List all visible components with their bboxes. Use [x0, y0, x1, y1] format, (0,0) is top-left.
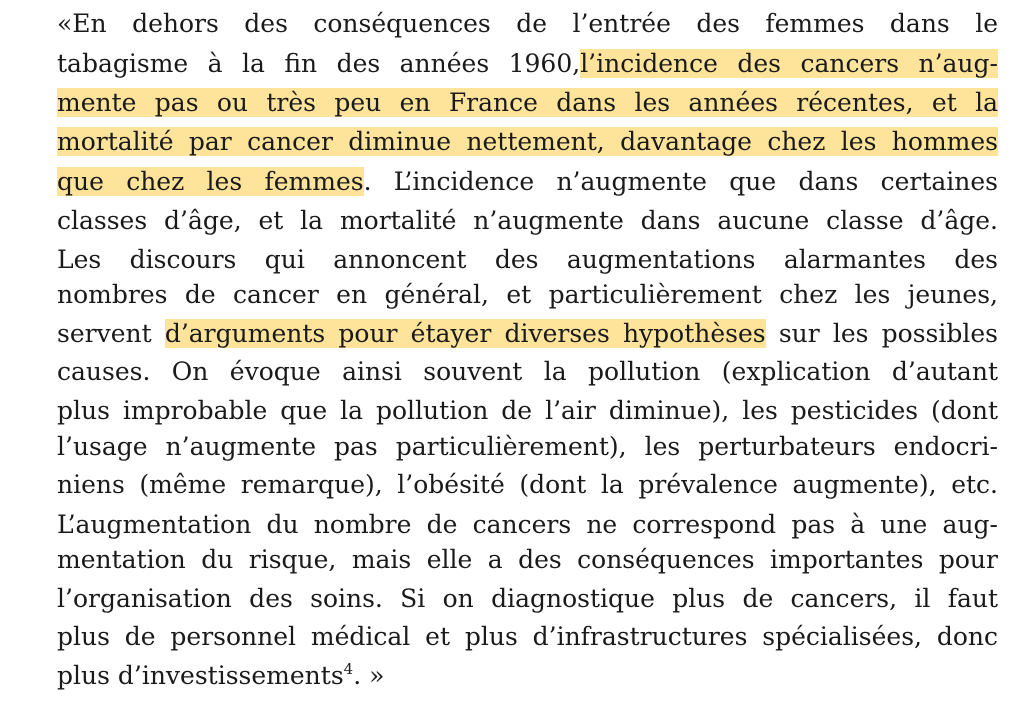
line-text: servent [57, 319, 165, 348]
line-text: classes d’âge, et la mortalité n’augmente dans aucune classe d’âge. [57, 206, 998, 235]
quote-line [57, 241, 998, 279]
line-text: Les discours qui annoncent des augmentations alarmantes des [57, 245, 998, 274]
line-text: . L’incidence n’augmente que dans certaines [363, 167, 998, 196]
line-text: niens (même remarque), l’obésité (dont la prévalence augmente), etc. [57, 470, 998, 499]
quote-line [57, 123, 998, 161]
highlighted-text: que chez les femmes [57, 167, 364, 196]
line-text: «En dehors des conséquences de l’entrée des femmes dans le [57, 9, 998, 38]
line-text: plus de personnel médical et plus d’infrastructures spécialisées, donc [57, 622, 998, 651]
quote-line [57, 657, 998, 695]
line-text: l’usage n’augmente pas particulièrement), les perturbateurs endocri- [57, 432, 998, 461]
quote-line [57, 315, 998, 353]
quote-line [57, 466, 998, 504]
quote-line [57, 392, 998, 430]
line-text: . » [353, 661, 385, 690]
quote-line [57, 84, 998, 122]
highlighted-text: mente pas ou très peu en France dans les années récentes, et la [57, 88, 998, 117]
line-text: nombres de cancer en général, et particulièrement chez les jeunes, [57, 280, 998, 309]
quote-line [57, 580, 998, 618]
highlighted-text: d’arguments pour étayer diverses hypothèses [164, 319, 766, 348]
highlighted-text: mortalité par cancer diminue nettement, davantage chez les hommes [57, 127, 998, 156]
quote-line [57, 506, 998, 544]
quote-line [57, 5, 998, 43]
quote-line [57, 618, 998, 656]
quote-line [57, 353, 998, 391]
line-text: plus improbable que la pollution de l’air diminue), les pesticides (dont [57, 396, 998, 425]
quote-line [57, 202, 998, 240]
line-text: sur les possibles [765, 319, 998, 348]
line-text: plus d’investissements [57, 661, 344, 690]
quote-line [57, 541, 998, 579]
quote-line [57, 163, 998, 201]
highlighted-text: l’incidence des cancers n’aug- [580, 49, 998, 78]
line-text: mentation du risque, mais elle a des conséquences importantes pour [57, 545, 998, 574]
line-text: L’augmentation du nombre de cancers ne correspond pas à une aug- [57, 510, 998, 539]
line-text: l’organisation des soins. Si on diagnostique plus de cancers, il faut [57, 584, 998, 613]
line-text: tabagisme à la fin des années 1960, [57, 49, 581, 78]
quote-line [57, 45, 998, 83]
footnote-reference[interactable]: 4 [343, 660, 354, 678]
quote-line [57, 428, 998, 466]
quote-line [57, 276, 998, 314]
line-text: causes. On évoque ainsi souvent la pollution (explication d’autant [57, 357, 998, 386]
